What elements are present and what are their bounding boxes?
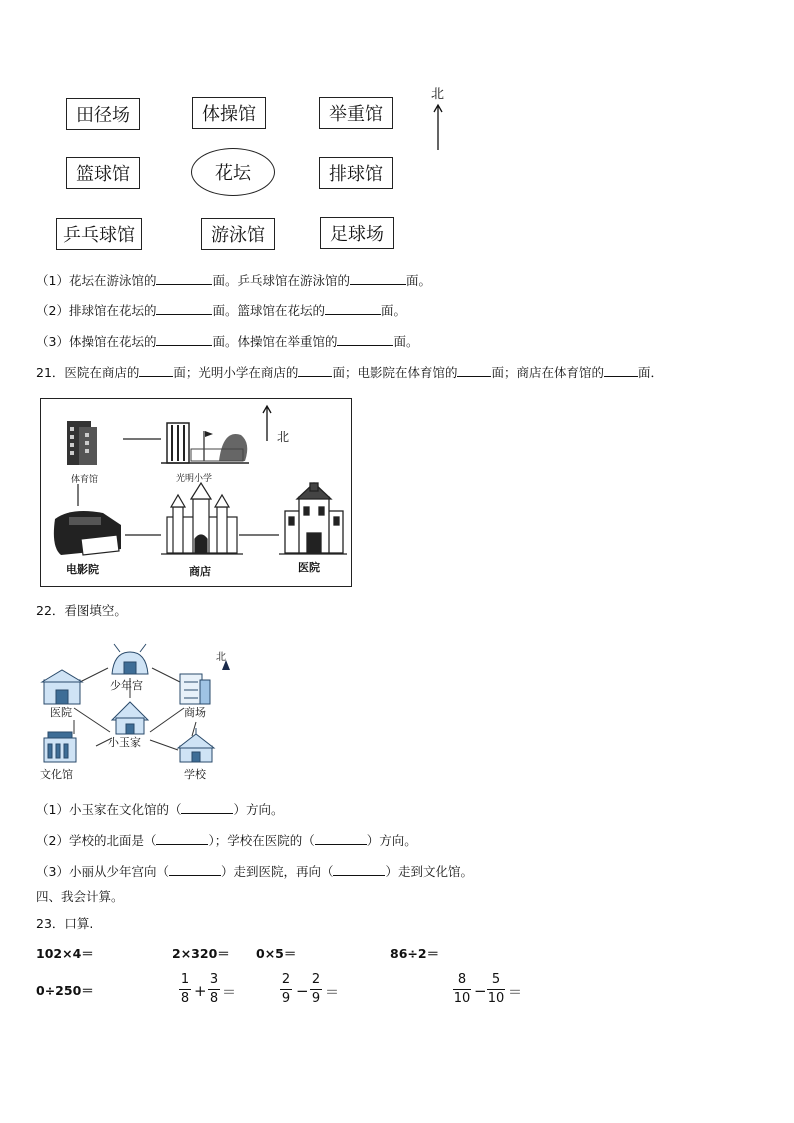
mall-icon <box>180 674 210 704</box>
answer-blank[interactable] <box>325 302 381 315</box>
answer-blank[interactable] <box>333 863 385 876</box>
fraction: 3 8 <box>209 972 219 1006</box>
calc-1: 102×4＝ <box>36 946 94 961</box>
label-hospital-22: 医院 <box>50 706 72 719</box>
north-arrow-icon <box>432 103 444 151</box>
answer-blank[interactable] <box>337 333 393 346</box>
school-building-icon <box>161 423 249 463</box>
answer-blank[interactable] <box>156 302 212 315</box>
fraction: 1 8 <box>180 972 190 1006</box>
cinema-building-icon <box>54 511 121 555</box>
answer-blank[interactable] <box>315 832 367 845</box>
answer-blank[interactable] <box>298 364 332 377</box>
fraction: 8 10 <box>453 972 471 1006</box>
north-label-1: 北 <box>431 87 445 102</box>
answer-blank[interactable] <box>181 801 233 814</box>
answer-blank[interactable] <box>139 364 173 377</box>
north-label-2: 北 <box>277 430 290 444</box>
calc-4: 86÷2＝ <box>390 946 440 961</box>
box-track-field: 田径场 <box>66 98 140 130</box>
youth-palace-icon <box>112 644 148 674</box>
box-pingpong: 乒乓球馆 <box>56 218 142 250</box>
q22-item-2: （2）学校的北面是（ ）；学校在医院的（ ）方向。 <box>36 833 417 848</box>
hospital-building-icon <box>279 483 347 554</box>
answer-blank[interactable] <box>169 863 221 876</box>
box-volleyball: 排球馆 <box>319 157 393 189</box>
label-cinema: 电影院 <box>66 563 99 576</box>
answer-blank[interactable] <box>457 364 491 377</box>
shop-castle-icon <box>161 483 243 554</box>
answer-blank[interactable] <box>350 272 406 285</box>
label-mall: 商场 <box>184 706 206 719</box>
operator: + <box>194 982 207 1000</box>
label-shop: 商店 <box>189 565 211 578</box>
calc-3: 0×5＝ <box>256 946 297 961</box>
home-icon <box>112 702 148 734</box>
north-arrow-icon <box>263 406 271 441</box>
box-gymnastics: 体操馆 <box>192 97 266 129</box>
label-hospital: 医院 <box>298 561 320 574</box>
q22-title: 22．看图填空。 <box>36 603 127 618</box>
label-school: 光明小学 <box>176 474 213 484</box>
box-weightlifting: 举重馆 <box>319 97 393 129</box>
box-basketball: 篮球馆 <box>66 157 140 189</box>
ellipse-flowerbed <box>191 148 275 196</box>
calc-5: 0÷250＝ <box>36 983 94 998</box>
section-4-title: 四、我会计算。 <box>36 889 124 904</box>
q20-item-3: （3）体操馆在花坛的 面。体操馆在举重馆的 面。 <box>36 334 419 349</box>
q23-title: 23．口算. <box>36 916 94 931</box>
label-gym: 体育馆 <box>71 475 99 485</box>
operator: − <box>296 982 309 1000</box>
answer-blank[interactable] <box>156 333 212 346</box>
fraction: 2 9 <box>281 972 291 1006</box>
q22-item-3: （3）小丽从少年宫向（ ）走到医院，再向（ ）走到文化馆。 <box>36 864 473 879</box>
answer-blank[interactable] <box>156 832 208 845</box>
culture-hall-icon <box>44 732 76 762</box>
q21-map-frame <box>40 398 352 587</box>
equals-sign: ＝ <box>325 985 339 1001</box>
q21-question: 21．医院在商店的 面；光明小学在商店的 面；电影院在体育馆的 面；商店在体育馆的 面． <box>36 365 663 380</box>
fraction: 5 10 <box>487 972 505 1006</box>
q21-map-drawing <box>41 399 351 586</box>
label-home: 小玉家 <box>108 736 141 749</box>
box-football: 足球场 <box>320 217 394 249</box>
calc-2: 2×320＝ <box>172 946 230 961</box>
fraction: 2 9 <box>311 972 321 1006</box>
q22-map <box>34 640 234 782</box>
answer-blank[interactable] <box>604 364 638 377</box>
label-school-22: 学校 <box>184 768 206 781</box>
q22-item-1: （1）小玉家在文化馆的（ ）方向。 <box>36 802 284 817</box>
q20-item-2: （2）排球馆在花坛的 面。篮球馆在花坛的 面。 <box>36 303 406 318</box>
north-label-3: 北 <box>216 652 226 663</box>
equals-sign: ＝ <box>508 985 522 1001</box>
label-culture-hall: 文化馆 <box>40 768 73 781</box>
flowerbed-label: 花坛 <box>215 163 251 184</box>
label-youth-palace: 少年宫 <box>110 679 143 692</box>
school-icon <box>178 728 214 762</box>
operator: − <box>474 982 487 1000</box>
equals-sign: ＝ <box>222 985 236 1001</box>
box-swimming: 游泳馆 <box>201 218 275 250</box>
gym-building-icon <box>67 421 97 465</box>
hospital-icon <box>42 670 82 704</box>
answer-blank[interactable] <box>156 272 212 285</box>
q20-item-1: （1）花坛在游泳馆的 面。乒乓球馆在游泳馆的 面。 <box>36 273 431 288</box>
